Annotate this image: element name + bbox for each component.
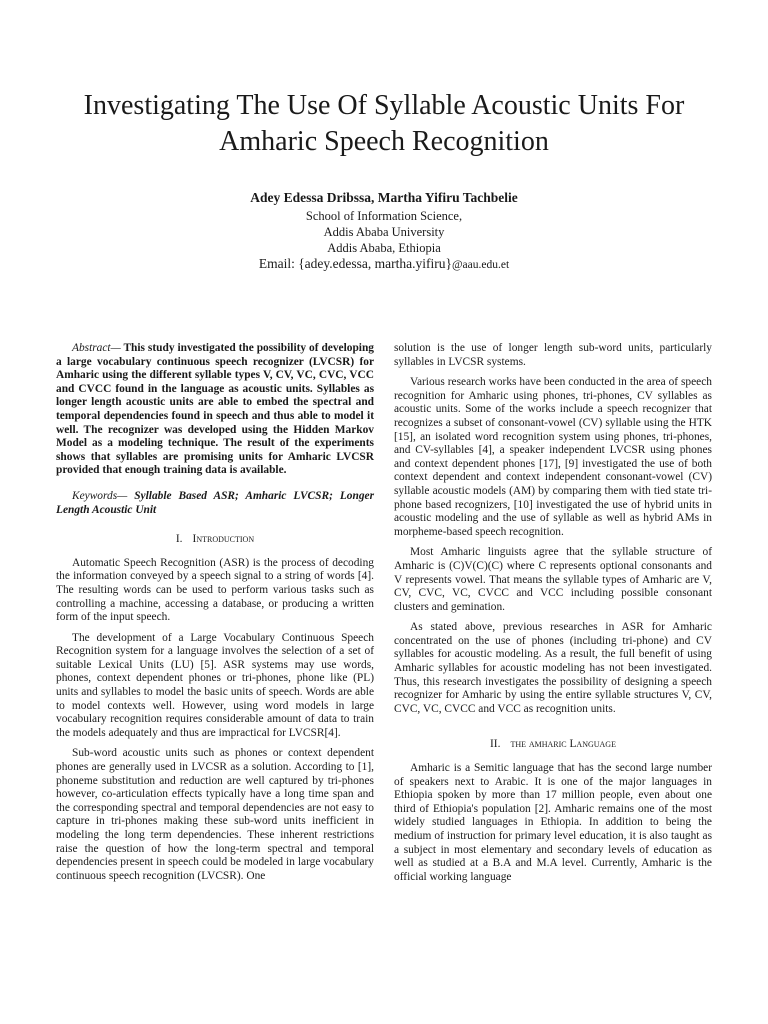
section-number: I. bbox=[175, 533, 183, 546]
paragraph: As stated above, previous researches in ASR for Amharic concentrated on the use of phones (including tri-phone) and CV syllables for acoustic modeling. As a result, the full benefit of using Amharic syllables for acoustic modeling has not been investigated. Thus, this research investigates the possibility of designing a speech recognizer for Amharic by using the entire syllable structures V, CV, CVC, VC, CVCC and VCC as recognition units. bbox=[394, 621, 712, 715]
paragraph: Most Amharic linguists agree that the syllable structure of Amharic is (C)V(C)(C) where C represents optional consonants and V represents vowel. That means the syllable types of Amharic are V, CV, CVC, VC, CVCC and VCC including possible consonant clusters and gemination. bbox=[394, 546, 712, 613]
abstract-lead: Abstract— bbox=[72, 342, 121, 354]
section-heading-amharic-language bbox=[394, 738, 712, 752]
right-column bbox=[394, 342, 712, 891]
affiliation-line: School of Information Science, bbox=[305, 209, 463, 223]
abstract bbox=[56, 342, 374, 478]
email-line bbox=[40, 256, 728, 273]
paragraph: Automatic Speech Recognition (ASR) is the process of decoding the information conveyed by a speech signal to a string of words [4]. The resulting words can be used to perform various tasks such as controlling a machine, accessing a database, or producing a written form of the input speech. bbox=[56, 556, 374, 624]
abstract-text: This study investigated the possibility of developing a large vocabulary continuous speech recognizer (LVCSR) for Amharic using the different syllable types V, CV, VC, CVC, VCC and CVCC found in the language as acoustic units. Syllables as longer length acoustic units are able to embed the spectral and temporal dependencies found in speech and thus able to model it well. The recognizer was developed using the Hidden Markov Model as a modeling technique. The result of the experiments shows that syllables are promising units for Amharic LVCSR provided that enough training data is available. bbox=[56, 342, 374, 477]
email-domain: @aau.edu.et bbox=[451, 259, 510, 271]
affiliation-line: Addis Ababa, Ethiopia bbox=[327, 241, 441, 255]
paragraph: Sub-word acoustic units such as phones or context dependent phones are generally used in LVCSR as a solution. According to [1], phoneme substitution and reduction are well captured by tri-phones however, co-articulation effects typically have a long time span and the corresponding spectral and temporal dependencies are not easy to capture in tri-phones making these sub-word units inefficient in modeling the long term dependencies. These inherent restrictions raise the question of how the long-term spectral and temporal dependencies present in speech could be modeled in large vocabulary continuous speech recognition (LVCSR). One bbox=[56, 747, 374, 882]
left-column bbox=[56, 342, 374, 890]
email-prefix: Email: {adey.edessa, martha.yifiru} bbox=[258, 256, 452, 271]
section-heading-introduction bbox=[56, 533, 374, 547]
paper-title bbox=[40, 88, 728, 160]
title-line-1: Investigating The Use Of Syllable Acoustic Units For bbox=[83, 90, 685, 121]
paragraph: The development of a Large Vocabulary Continuous Speech Recognition system for a language involves the selection of a set of suitable Lexical Units (LU) [5]. ASR systems may use words, phones, context dependent phones or tri-phones, phone like (PL) units and syllables to model the basic units of speech. Words are able to model contexts well. However, using word models in large vocabulary recognition requires considerable amount of data to train the models adequately and thus are impractical for LVCSR[4]. bbox=[56, 631, 374, 739]
keywords bbox=[56, 490, 374, 517]
paragraph: Amharic is a Semitic language that has the second large number of speakers next to Arabic. It is one of the major languages in Ethiopia spoken by more than 17 million people, even about one third of Ethiopia's population [2]. Amharic remains one of the most widely studied languages in Ethiopia. In addition to being the medium of instruction for primary level education, it is also taught as a subject in most elementary and secondary levels of education as well as studied at a B.A and M.A level. Currently, Amharic is the official working language bbox=[394, 762, 712, 883]
paragraph: Various research works have been conducted in the area of speech recognition for Amharic using phones, tri-phones, CV syllables as acoustic units. Some of the works include a speech recognizer that recognizes a subset of consonant-vowel (CV) syllable using the HTK [15], an isolated word recognition system using phones, tri-phones, and CV-syllables [4], a speaker independent LVCSR using phones and context dependent phones [17], [9] investigated the use of both context dependent and context independent consonant-vowel (CV) syllable acoustic models (AM) by comparing them with tied state tri-phone based recognizers, [10] investigated the use of hybrid units in acoustic modeling and the use of syllable as well as hybrid AMs in morpheme-based speech recognition. bbox=[394, 376, 712, 538]
paragraph: solution is the use of longer length sub-word units, particularly syllables in LVCSR systems. bbox=[394, 342, 712, 368]
section-title: the amharic Language bbox=[510, 738, 616, 751]
keywords-text: Syllable Based ASR; Amharic LVCSR; Longer Length Acoustic Unit bbox=[56, 489, 374, 516]
title-line-2: Amharic Speech Recognition bbox=[219, 126, 549, 157]
affiliation-line: Addis Ababa University bbox=[323, 225, 445, 239]
section-number: II. bbox=[490, 738, 501, 751]
author-list: Adey Edessa Dribssa, Martha Yifiru Tachbelie bbox=[250, 190, 518, 205]
keywords-lead: Keywords— bbox=[72, 489, 128, 502]
section-title: Introduction bbox=[192, 533, 255, 546]
affiliation-block bbox=[40, 208, 728, 273]
